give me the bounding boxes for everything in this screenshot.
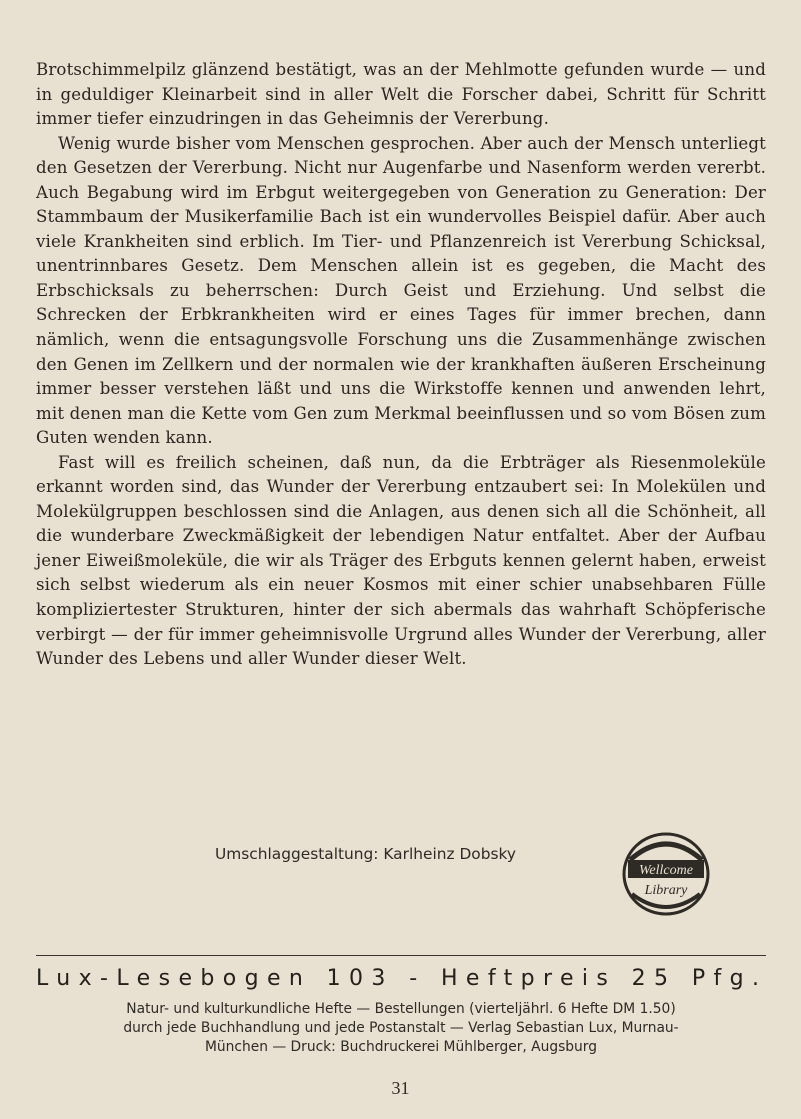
- wellcome-library-stamp: [616, 822, 716, 922]
- publisher-info-line: durch jede Buchhandlung und jede Postanstalt — Verlag Sebastian Lux, Murnau-: [123, 1020, 679, 1036]
- page-number: 31: [391, 1078, 410, 1098]
- publisher-info: [36, 1000, 766, 1057]
- paragraph-1: Brotschimmelpilz glänzend bestätigt, was an der Mehlmotte gefunden wurde — und in geduldiger Kleinarbeit sind in aller Welt die Forscher dabei, Schritt für Schritt immer tiefer einzudringen in das Geheimnis der Vererbung.: [36, 60, 766, 129]
- publisher-info-line: München — Druck: Buchdruckerei Mühlberger, Augsburg: [205, 1039, 597, 1055]
- stamp-text-library: Library: [644, 883, 688, 898]
- publisher-info-line: Natur- und kulturkundliche Hefte — Bestellungen (vierteljährl. 6 Hefte DM 1.50): [126, 1001, 676, 1017]
- paragraph-2: Wenig wurde bisher vom Menschen gesprochen. Aber auch der Mensch unterliegt den Gesetzen der Vererbung. Nicht nur Augenfarbe und Nasenform werden vererbt. Auch Begabung wird im Erbgut weitergegeben von Generation zu Generation: Der Stammbaum der Musikerfamilie Bach ist ein wundervolles Beispiel dafür. Aber auch viele Krankheiten sind erblich. Im Tier- und Pflanzenreich ist Vererbung Schicksal, unentrinnbares Gesetz. Dem Menschen allein ist es gegeben, die Macht des Erbschicksals zu beherrschen: Durch Geist und Erziehung. Und selbst die Schrecken der Erbkrankheiten wird er eines Tages für immer brechen, dann nämlich, wenn die entsagungsvolle Forschung uns die Zusammenhänge zwischen den Genen im Zellkern und der normalen wie der krankhaften äußeren Erscheinung immer besser verstehen läßt und uns die Wirkstoffe kennen und anwenden lehrt, mit denen man die Kette vom Gen zum Merkmal beeinflussen und so vom Bösen zum Guten wenden kann.: [36, 133, 766, 448]
- paragraph-3: Fast will es freilich scheinen, daß nun, da die Erbträger als Riesenmoleküle erkannt worden sind, das Wunder der Vererbung entzaubert sei: In Molekülen und Molekülgruppen beschlossen sind die Anlagen, aus denen sich all die Schönheit, all die wunderbare Zweckmäßigkeit der lebendigen Natur entfaltet. Aber der Aufbau jener Eiweißmoleküle, die wir als Träger des Erbguts kennen gelernt haben, erweist sich selbst wiederum als ein neuer Kosmos mit einer schier unabsehbaren Fülle kompliziertester Strukturen, hinter der sich abermals das wahrhaft Schöpferische verbirgt — der für immer geheimnisvolle Urgrund alles Wunder der Vererbung, aller Wunder des Lebens und aller Wunder dieser Welt.: [36, 452, 766, 669]
- stamp-text-wellcome: Wellcome: [639, 863, 693, 878]
- cover-design-credit: Umschlaggestaltung: Karlheinz Dobsky: [215, 845, 516, 863]
- series-title: Lux-Lesebogen 103 - Heftpreis 25 Pfg.: [36, 966, 768, 991]
- footer-divider: [36, 955, 766, 956]
- body-text: [36, 58, 766, 672]
